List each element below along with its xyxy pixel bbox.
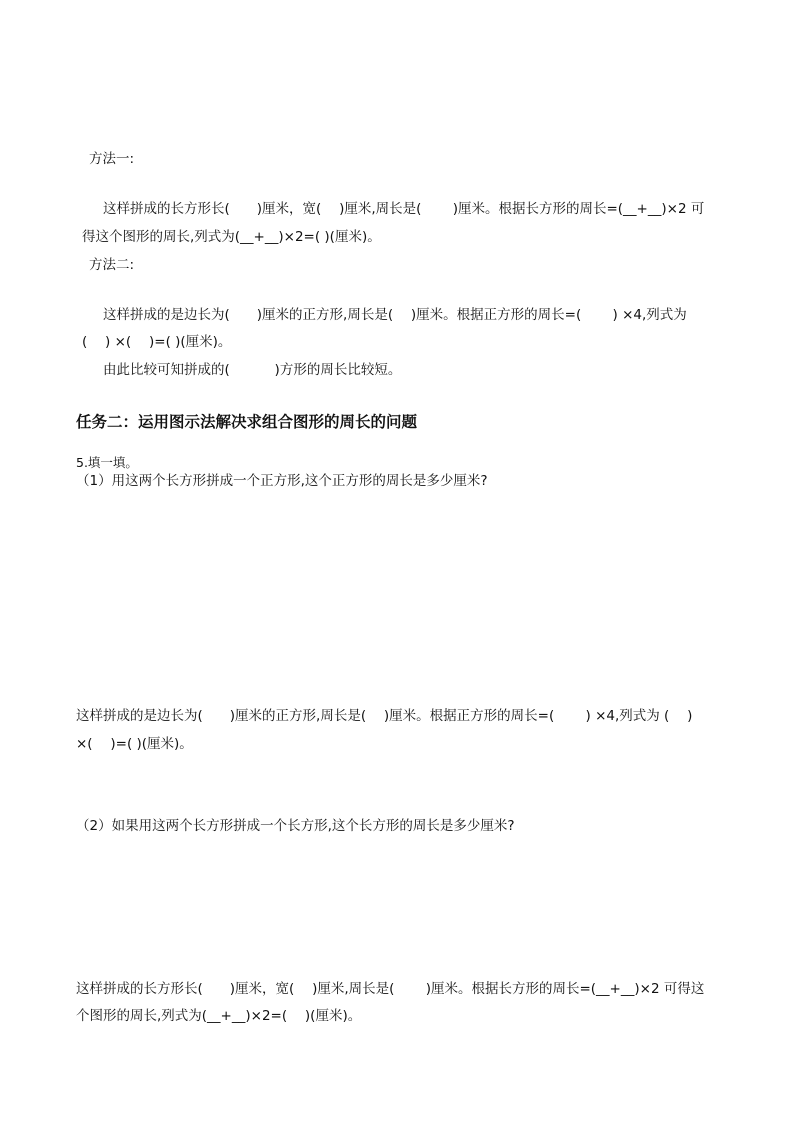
question-2-answer-line2: 个图形的周长,列式为(__+__)×2=( )(厘米)。 (76, 1008, 362, 1024)
question-1-answer-line2: ×( )=( )(厘米)。 (76, 736, 193, 752)
question-2-answer-line1: 这样拼成的长方形长( )厘米，宽( )厘米,周长是( )厘米。根据长方形的周长=(__+__)×2 可得这 (76, 981, 705, 997)
method2-line2: ( ) ×( )=( )(厘米)。 (82, 334, 232, 350)
task2-heading: 任务二：运用图示法解决求组合图形的周长的问题 (76, 413, 418, 431)
method1-line1: 这样拼成的长方形长( )厘米，宽( )厘米,周长是( )厘米。根据长方形的周长=(__+__)×2 可 (103, 201, 705, 217)
conclusion-line: 由此比较可知拼成的( )方形的周长比较短。 (103, 362, 402, 378)
method1-label: 方法一: (89, 151, 135, 167)
method2-line1: 这样拼成的是边长为( )厘米的正方形,周长是( )厘米。根据正方形的周长=( ) ×4,列式为 (103, 307, 687, 323)
question-2: （2）如果用这两个长方形拼成一个长方形,这个长方形的周长是多少厘米? (76, 818, 515, 834)
method1-line2: 得这个图形的周长,列式为(__+__)×2=( )(厘米)。 (82, 229, 381, 245)
question-1: （1）用这两个长方形拼成一个正方形,这个正方形的周长是多少厘米? (76, 473, 488, 489)
question-number: 5.填一填。 (76, 455, 138, 470)
method2-label: 方法二: (89, 257, 135, 273)
question-1-answer-line1: 这样拼成的是边长为( )厘米的正方形,周长是( )厘米。根据正方形的周长=( ) ×4,列式为 ( ) (76, 708, 693, 724)
